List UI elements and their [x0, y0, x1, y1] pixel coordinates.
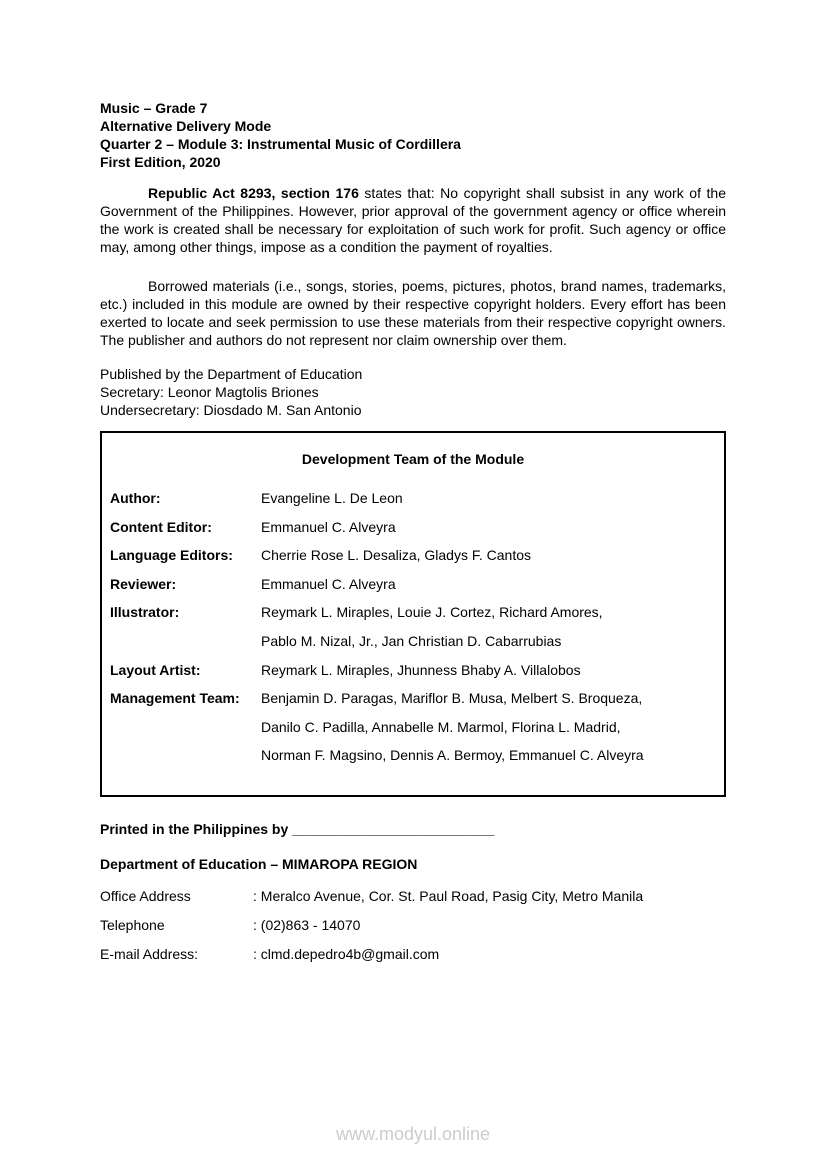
contact-block	[100, 882, 726, 969]
team-row-label	[110, 741, 261, 770]
team-row-label: Language Editors:	[110, 547, 233, 564]
development-team-title: Development Team of the Module	[301, 451, 525, 467]
team-row-management-team	[110, 684, 716, 713]
team-row-value: Pablo M. Nizal, Jr., Jan Christian D. Cabarrubias	[261, 632, 562, 649]
team-row-management-team-cont	[110, 741, 716, 770]
team-row-value: Emmanuel C. Alveyra	[261, 518, 396, 535]
secretary-line: Secretary: Leonor Magtolis Briones	[100, 384, 319, 400]
site-watermark: www.modyul.online	[335, 1124, 491, 1144]
contact-label: E-mail Address:	[100, 946, 199, 962]
module-header	[100, 99, 726, 171]
team-row-value: Norman F. Magsino, Dennis A. Bermoy, Emmanuel C. Alveyra	[261, 747, 644, 764]
module-edition-line: First Edition, 2020	[100, 154, 221, 170]
team-row-value: Reymark L. Miraples, Louie J. Cortez, Richard Amores,	[261, 604, 603, 621]
team-row-illustrator	[110, 598, 716, 627]
team-row-label: Management Team:	[110, 690, 240, 707]
development-team-box	[100, 431, 726, 797]
contact-row-telephone	[100, 911, 726, 940]
team-row-value: Danilo C. Padilla, Annabelle M. Marmol, Florina L. Madrid,	[261, 718, 621, 735]
module-title-line: Quarter 2 – Module 3: Instrumental Music of Cordillera	[100, 136, 461, 152]
team-row-value: Benjamin D. Paragas, Mariflor B. Musa, Melbert S. Broqueza,	[261, 690, 643, 707]
published-by-line: Published by the Department of Education	[100, 366, 363, 382]
team-row-value: Reymark L. Miraples, Jhunness Bhaby A. Villalobos	[261, 661, 581, 678]
undersecretary-line: Undersecretary: Diosdado M. San Antonio	[100, 402, 362, 418]
team-row-management-team-cont	[110, 713, 716, 742]
contact-label: Office Address	[100, 888, 191, 904]
team-row-label: Author:	[110, 490, 161, 506]
copyright-paragraph	[100, 184, 726, 256]
team-row-content-editor	[110, 513, 716, 542]
team-row-label: Illustrator:	[110, 604, 180, 621]
team-row-reviewer	[110, 570, 716, 599]
copyright-act-rest: states that: No copyright shall subsist in any work of the Government of the Philippines. However, prior approval of the government agency or office wherein the work is created shall be necessary for exploitation of such work for profit. Such agency or office may, among other things, impose as a condition the payment of royalties.	[100, 185, 726, 255]
contact-label: Telephone	[100, 917, 165, 933]
contact-row-email	[100, 940, 726, 969]
contact-value: : (02)863 - 14070	[253, 917, 361, 933]
contact-row-office-address	[100, 882, 726, 911]
department-region-line: Department of Education – MIMAROPA REGION	[100, 856, 418, 872]
team-row-author	[110, 484, 716, 513]
copyright-act-lead: Republic Act 8293, section 176	[148, 185, 359, 201]
publisher-block	[100, 365, 726, 419]
printed-in-philippines-line: Printed in the Philippines by __________________________	[100, 821, 495, 837]
team-row-value: Cherrie Rose L. Desaliza, Gladys F. Cantos	[261, 547, 531, 564]
team-row-illustrator-cont	[110, 627, 716, 656]
module-subject-line: Music – Grade 7	[100, 100, 208, 116]
team-row-value: Evangeline L. De Leon	[261, 490, 403, 506]
team-row-label: Reviewer:	[110, 575, 177, 592]
module-mode-line: Alternative Delivery Mode	[100, 118, 272, 134]
borrowed-materials-paragraph: Borrowed materials (i.e., songs, stories, poems, pictures, photos, brand names, trademarks, etc.) included in this module are owned by their respective copyright holders. Every effort has been exerted to locate and seek permission to use these materials from their respective copyright owners. The publisher and authors do not represent nor claim ownership over them.	[100, 278, 726, 348]
team-row-label	[110, 627, 261, 656]
contact-value: : clmd.depedro4b@gmail.com	[253, 946, 440, 962]
team-row-label: Layout Artist:	[110, 661, 201, 678]
page-content	[100, 0, 726, 969]
team-row-layout-artist	[110, 656, 716, 685]
team-row-label	[110, 713, 261, 742]
development-team-rows	[110, 484, 716, 770]
team-row-language-editors	[110, 541, 716, 570]
team-row-label: Content Editor:	[110, 518, 212, 535]
contact-value: : Meralco Avenue, Cor. St. Paul Road, Pasig City, Metro Manila	[253, 888, 644, 904]
team-row-value: Emmanuel C. Alveyra	[261, 575, 396, 592]
